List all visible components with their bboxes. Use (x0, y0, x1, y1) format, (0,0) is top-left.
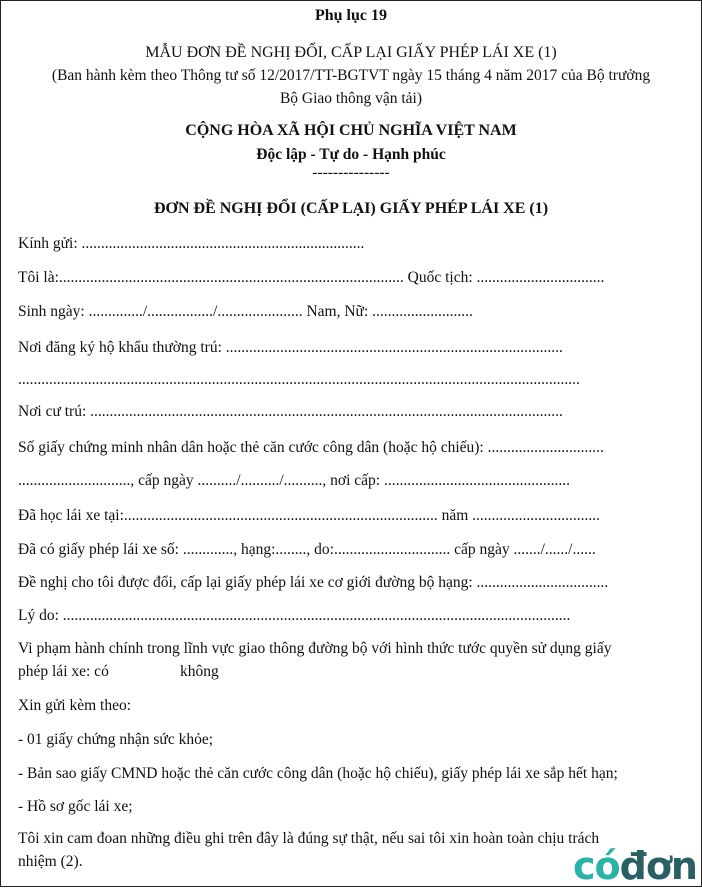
logo-part-co: có (572, 844, 620, 888)
logo-part-don: đơn (619, 844, 697, 888)
violation-line2: phép lái xe: có (18, 663, 109, 680)
issued-note-line1: (Ban hành kèm theo Thông tư số 12/2017/TT-BGTVT ngày 15 tháng 4 năm 2017 của Bộ trưởng (51, 67, 651, 84)
national-motto: Độc lập - Tự do - Hạnh phúc (256, 146, 446, 163)
id-number-line: Số giấy chứng minh nhân dân hoặc thẻ căn cước công dân (hoặc hộ chiếu): .............................. (18, 439, 604, 456)
issued-note-line2: Bộ Giao thông vận tải) (279, 90, 423, 107)
appendix-label: Phụ lục 19 (314, 7, 387, 24)
motto-divider: --------------- (312, 164, 390, 181)
requested-class-line: Đề nghị cho tôi được đổi, cấp lại giấy phép lái xe cơ giới đường bộ hạng: .................................. (18, 574, 609, 591)
current-residence-line: Nơi cư trú: .......................................................................................................................... (18, 403, 563, 420)
attachments-heading: Xin gửi kèm theo: (18, 697, 132, 714)
declaration-line1: Tôi xin cam đoan những điều ghi trên đây là đúng sự thật, nếu sai tôi xin hoàn toàn chịu trách (18, 830, 600, 847)
id-issue-date-place-line: ............................., cấp ngày ........../........../.........., nơi cấp: ................................................ (18, 472, 570, 489)
permanent-residence-continuation: ................................................................................................................................................. (18, 371, 580, 388)
driving-school-line: Đã học lái xe tại:................................................................................. năm ................................. (18, 507, 601, 524)
violation-no-option: không (180, 663, 219, 680)
form-name: MẪU ĐƠN ĐỀ NGHỊ ĐỔI, CẤP LẠI GIẤY PHÉP LÁI XE (1) (145, 44, 557, 61)
attachment-id-copy: - Bản sao giấy CMND hoặc thẻ căn cước công dân (hoặc hộ chiếu), giấy phép lái xe sắp hết hạn; (18, 765, 618, 782)
attachment-original-file: - Hồ sơ gốc lái xe; (18, 798, 133, 815)
recipient-line: Kính gửi: ......................................................................... (18, 235, 365, 252)
country-name: CỘNG HÒA XÃ HỘI CHỦ NGHĨA VIỆT NAM (185, 122, 517, 139)
existing-license-line: Đã có giấy phép lái xe số: ............., hạng:........, do:.............................. cấp ngày ......./....../...... (18, 541, 596, 558)
declaration-line2: nhiệm (2). (18, 853, 83, 870)
application-title: ĐƠN ĐỀ NGHỊ ĐỔI (CẤP LẠI) GIẤY PHÉP LÁI XE (1) (153, 200, 549, 217)
permanent-residence-line: Nơi đăng ký hộ khẩu thường trú: ....................................................................................... (18, 339, 563, 356)
applicant-name-nationality-line: Tôi là:......................................................................................... Quốc tịch: ................................. (18, 269, 605, 286)
attachment-health-certificate: - 01 giấy chứng nhận sức khỏe; (18, 731, 214, 748)
birth-date-gender-line: Sinh ngày: ............../................./...................... Nam, Nữ: .......................... (18, 303, 473, 320)
violation-line1: Vi phạm hành chính trong lĩnh vực giao thông đường bộ với hình thức tước quyền sử dụng giấy (18, 640, 612, 657)
codon-logo (547, 846, 697, 886)
reason-line: Lý do: ................................................................................................................................... (18, 607, 571, 624)
